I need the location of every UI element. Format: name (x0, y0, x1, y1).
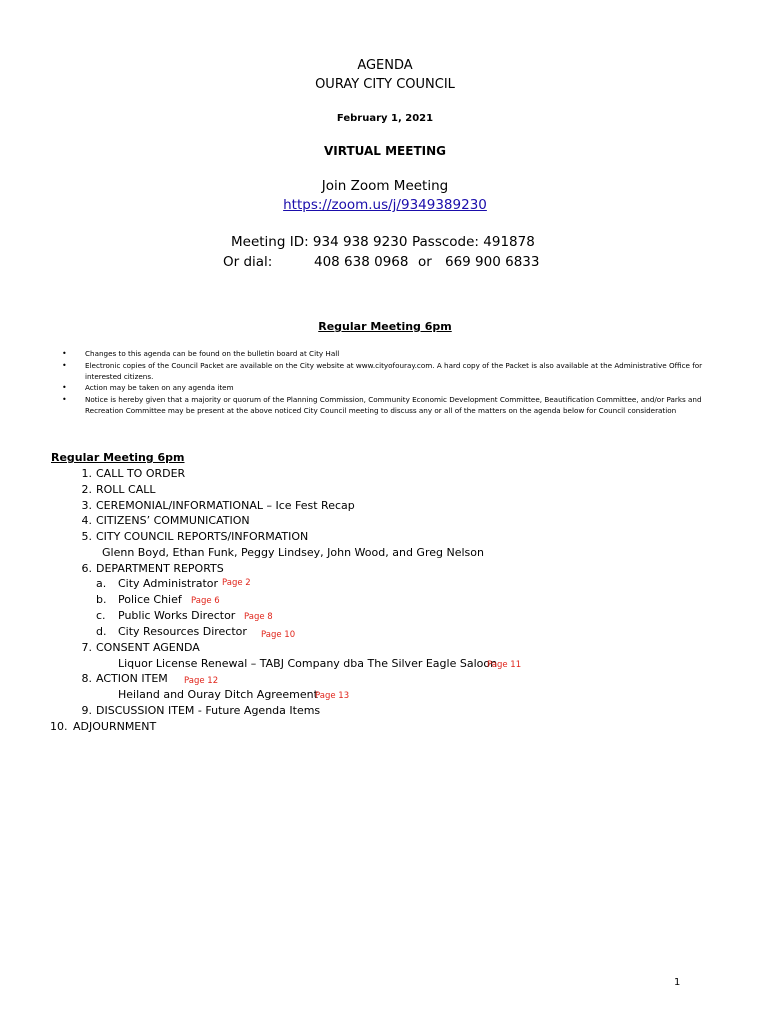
agenda-heading: Regular Meeting 6pm (51, 451, 185, 464)
page-ref: Page 2 (222, 578, 251, 588)
page-ref: Page 13 (315, 691, 350, 701)
bullet-icon: • (62, 349, 67, 358)
dial-number-1: 408 638 0968 (314, 254, 409, 270)
meeting-date: February 1, 2021 (336, 113, 434, 124)
bullet-icon: • (62, 394, 67, 404)
meeting-id: Meeting ID: 934 938 9230 (231, 234, 408, 250)
council-members: Glenn Boyd, Ethan Funk, Peggy Lindsey, John Wood, and Greg Nelson (102, 546, 484, 559)
page-ref: Page 8 (244, 612, 273, 622)
notes-list (60, 348, 710, 416)
dial-or: or (418, 254, 432, 270)
join-zoom-label: Join Zoom Meeting (321, 178, 449, 194)
note-item: • Changes to this agenda can be found on the bulletin board at City Hall (62, 349, 340, 358)
meeting-type: VIRTUAL MEETING (323, 144, 446, 158)
note-item: • Action may be taken on any agenda item (62, 383, 234, 392)
agenda-item: 10. ADJOURNMENT (50, 720, 157, 733)
page-ref: Page 6 (191, 596, 220, 606)
zoom-link[interactable]: https://zoom.us/j/9349389230 (283, 197, 487, 213)
note-item: • Notice is hereby given that a majority or quorum of the Planning Commission, Community Economic Development Committee, Beautification Committee, and/or Parks and Recreation Committee may be present at the above noticed City Council meeting to discuss any or all of the matters on the agenda below for Council consideration (62, 394, 702, 415)
page-number: 1 (674, 977, 681, 988)
bullet-icon: • (62, 383, 67, 392)
bullet-icon: • (62, 360, 67, 370)
consent-item: Liquor License Renewal – TABJ Company dba The Silver Eagle Saloon (118, 657, 498, 670)
sub-item: b. Police Chief (96, 593, 182, 606)
agenda-title: AGENDA (357, 58, 413, 73)
section-heading: Regular Meeting 6pm (318, 320, 452, 333)
council-title: OURAY CITY COUNCIL (315, 77, 455, 92)
dial-label: Or dial: (223, 254, 273, 270)
sub-item: a. City Administrator (96, 577, 219, 590)
dial-number-2: 669 900 6833 (445, 254, 540, 270)
page-ref: Page 11 (487, 660, 522, 670)
note-item: • Electronic copies of the Council Packet are available on the City website at www.cityofouray.com. A hard copy of the Packet is also available at the Administrative Office for interested citizens. (62, 360, 703, 381)
passcode: Passcode: 491878 (412, 234, 535, 250)
page-ref: Page 10 (261, 630, 296, 640)
action-sub-item: Heiland and Ouray Ditch Agreement (118, 688, 318, 701)
page-ref: Page 12 (184, 676, 219, 686)
sub-item: d. City Resources Director (96, 625, 247, 638)
sub-item: c. Public Works Director (96, 609, 236, 622)
